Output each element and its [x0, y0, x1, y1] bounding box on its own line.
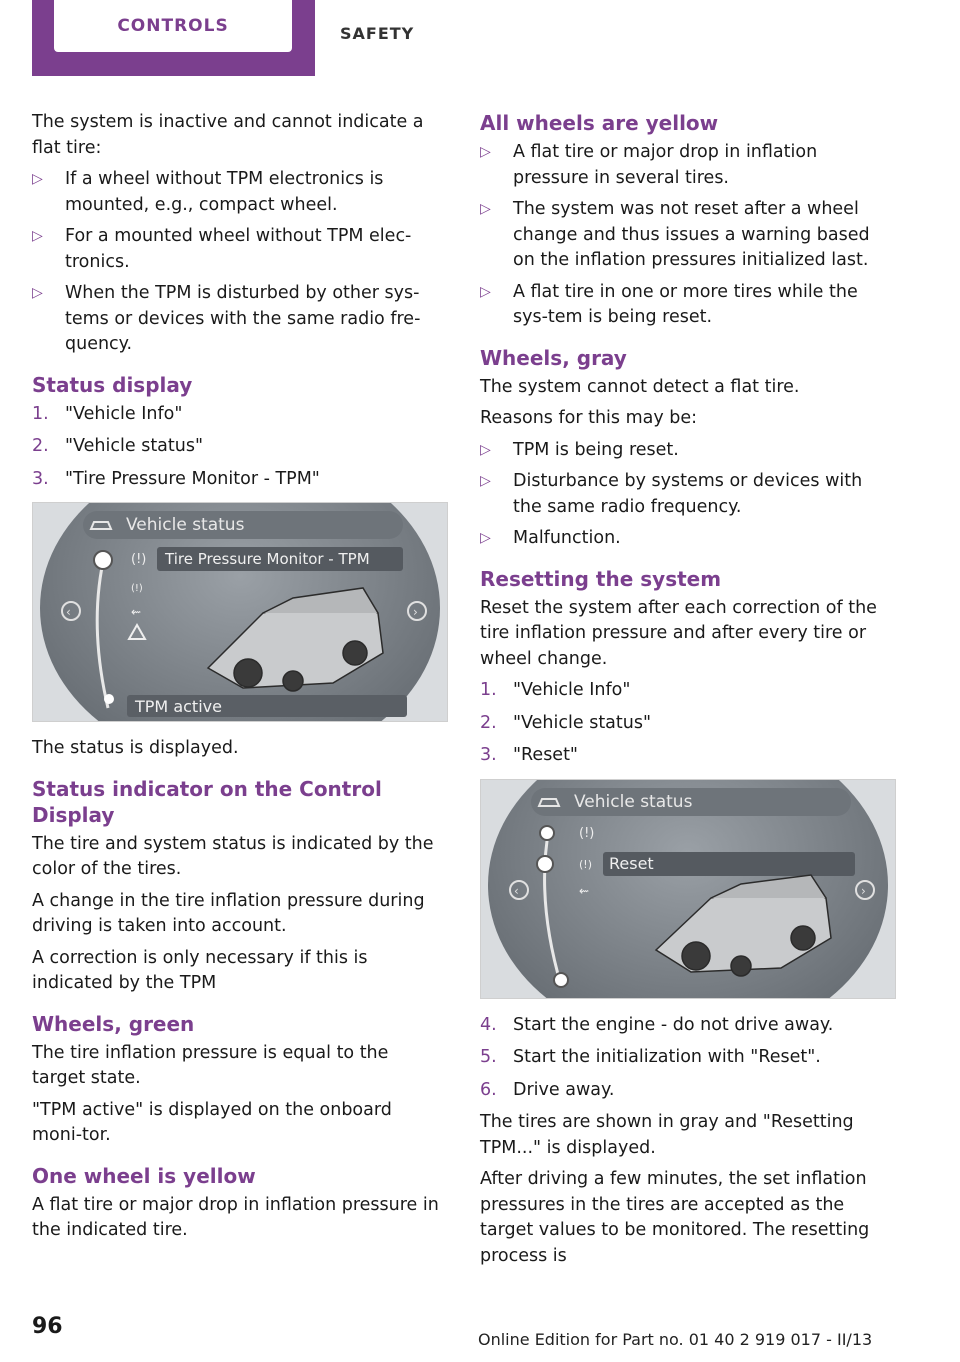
list-item: 1. "Vehicle Info": [32, 403, 183, 424]
list-item: ▷ Disturbance by systems or devices with the same radio frequency.: [480, 471, 863, 517]
svg-text:(!): (!): [579, 825, 595, 841]
wheels-gray-heading: Wheels, gray: [480, 345, 627, 370]
right-column: [480, 110, 894, 1275]
screen-title: Vehicle status: [574, 791, 693, 812]
indicator-text-2: A change in the tire inflation pressure during driving is taken into account.: [32, 890, 425, 936]
tpm-icon: (!): [131, 552, 147, 567]
list-item: 2. "Vehicle status": [480, 712, 652, 733]
wheels-green-text-1: The tire inflation pressure is equal to the target state.: [32, 1042, 389, 1088]
list-item: 3. "Reset": [480, 745, 578, 765]
edition-note: Online Edition for Part no. 01 40 2 919 017 - II/13: [478, 1330, 873, 1349]
tpm-icon: (!): [579, 857, 592, 871]
list-item: 6. Drive away.: [480, 1079, 615, 1100]
list-item: ▷ A flat tire or major drop in inflation pressure in several tires.: [480, 142, 818, 188]
indicator-text-3: A correction is only necessary if this is indicated by the TPM: [32, 947, 368, 993]
svg-text:›: ›: [861, 883, 866, 898]
triangle-bullet-icon: ▷: [32, 285, 43, 301]
screen-title: Vehicle status: [126, 515, 245, 535]
list-item: 5. Start the initialization with "Reset".: [480, 1047, 821, 1067]
screen-selected-item: Tire Pressure Monitor - TPM: [165, 550, 370, 568]
list-item: ▷ For a mounted wheel without TPM elec‐tronics.: [32, 226, 412, 272]
indicator-heading: Status indicator on the Control Display: [32, 776, 382, 827]
resetting-text-1: Reset the system after each correction of the tire inflation pressure and after every tire or wheel change.: [480, 597, 877, 669]
status-caption: The status is displayed.: [32, 738, 239, 758]
list-item: ▷ Malfunction.: [480, 526, 894, 552]
wheels-gray-text-1: The system cannot detect a flat tire.: [480, 376, 800, 397]
resetting-heading: Resetting the system: [480, 566, 722, 591]
indicator-text-1: The tire and system status is indicated by the color of the tires.: [32, 833, 434, 879]
screen-status-text: TPM active: [135, 697, 222, 716]
triangle-bullet-icon: ▷: [480, 144, 491, 160]
screen-selected-item: Reset: [609, 853, 654, 873]
resetting-text-2: The tires are shown in gray and "Resetting TPM..." is displayed.: [480, 1112, 854, 1158]
list-item: 3. "Tire Pressure Monitor - TPM": [32, 468, 320, 489]
all-wheels-yellow-heading: All wheels are yellow: [480, 111, 719, 135]
one-wheel-yellow-heading: One wheel is yellow: [32, 1163, 256, 1188]
svg-text:‹: ‹: [66, 605, 71, 619]
triangle-bullet-icon: ▷: [480, 473, 491, 489]
svg-text:(!): (!): [131, 583, 143, 594]
list-item: 2. "Vehicle status": [32, 436, 204, 456]
wheels-green-text-2: "TPM active" is displayed on the onboard moni‐tor.: [32, 1099, 392, 1145]
svg-text:›: ›: [413, 605, 418, 619]
tab-safety[interactable]: SAFETY: [340, 24, 415, 43]
list-item: ▷ When the TPM is disturbed by other sys‐tems or devices with the same radio fre‐quency.: [32, 283, 421, 354]
triangle-bullet-icon: ▷: [480, 201, 491, 217]
left-column: [32, 110, 446, 1250]
gray-reasons-list: [480, 438, 894, 552]
list-item: ▷ The system was not reset after a wheel change and thus issues a warning based on the inflation pressures initialized last.: [480, 199, 870, 270]
status-display-heading: Status display: [32, 372, 193, 397]
triangle-bullet-icon: ▷: [480, 441, 491, 458]
inactive-reasons-list: [32, 167, 446, 358]
triangle-bullet-icon: ▷: [480, 283, 491, 300]
tab-controls[interactable]: CONTROLS: [54, 0, 292, 52]
all-yellow-list: [480, 140, 894, 331]
intro-text: The system is inactive and cannot indicate a flat tire:: [32, 112, 424, 158]
wheels-green-heading: Wheels, green: [32, 1011, 195, 1036]
one-wheel-yellow-text: A flat tire or major drop in inflation pressure in the indicated tire.: [32, 1194, 439, 1240]
triangle-bullet-icon: ▷: [32, 171, 43, 187]
svg-text:⇜: ⇜: [131, 605, 142, 619]
reset-steps: [480, 678, 894, 769]
reset-steps-continued: [480, 1013, 894, 1104]
list-item: ▷ If a wheel without TPM electronics is mounted, e.g., compact wheel.: [32, 169, 384, 215]
triangle-bullet-icon: ▷: [32, 228, 43, 244]
svg-text:⇜: ⇜: [579, 883, 590, 898]
list-item: 4. Start the engine - do not drive away.: [480, 1014, 834, 1035]
wheels-gray-text-2: Reasons for this may be:: [480, 408, 698, 428]
resetting-text-3: After driving a few minutes, the set inflation pressures in the tires are accepted as the target values to be monitored. The resetting process is: [480, 1169, 870, 1266]
tpm-status-screen: [32, 502, 448, 722]
triangle-bullet-icon: ▷: [480, 530, 491, 546]
list-item: 1. "Vehicle Info": [480, 680, 631, 700]
svg-text:‹: ‹: [514, 883, 519, 898]
list-item: ▷ A flat tire in one or more tires while the sys‐tem is being reset.: [480, 281, 858, 327]
tpm-reset-screen: [480, 779, 896, 999]
list-item: ▷ TPM is being reset.: [480, 438, 894, 464]
page-number: 96: [32, 1314, 63, 1339]
status-display-steps: [32, 402, 446, 493]
